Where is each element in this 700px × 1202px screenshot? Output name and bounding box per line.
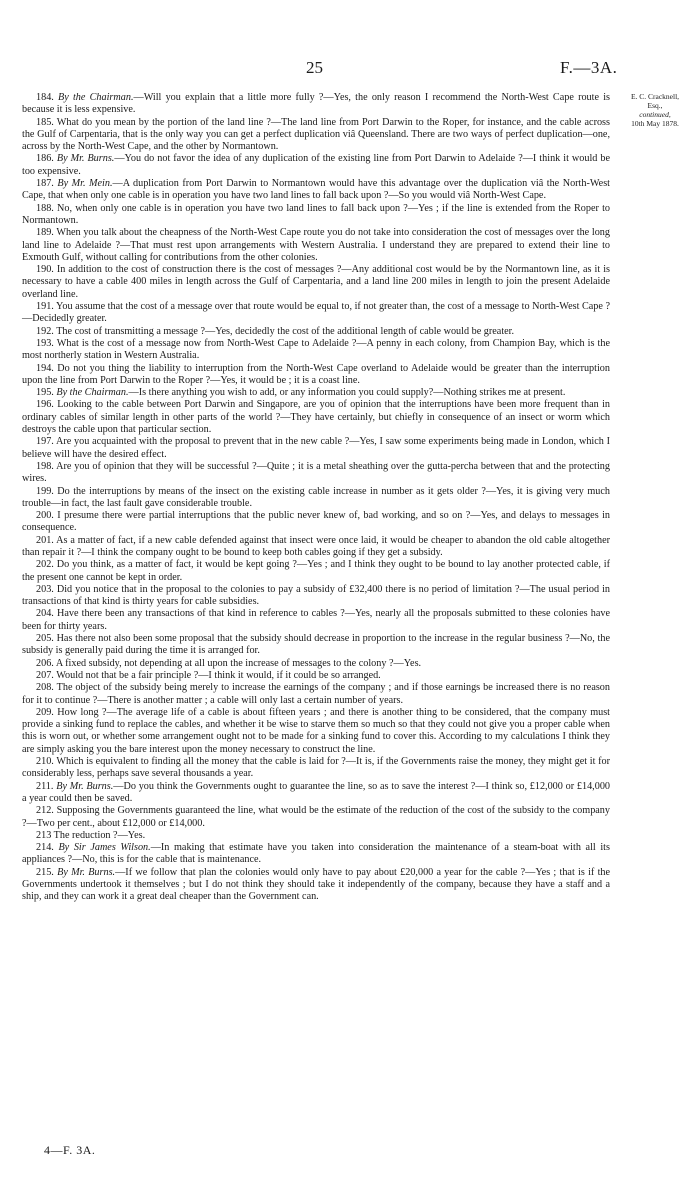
testimony-paragraph [22, 682, 610, 707]
question-number: 186. [36, 153, 54, 165]
question-number: 195. [36, 387, 54, 399]
question-number: 187. [36, 178, 54, 190]
page-number: 25 [306, 58, 323, 77]
question-answer-text: Are you of opinion that they will be successful ?—Quite ; it is a metal sheathing over the gutta-percha between that and the protecting wires. [22, 460, 610, 485]
question-answer-text: Looking to the cable between Port Darwin and Singapore, are you of opinion that the interruptions have been more frequent than in ordinary cables of similar length in other parts of the world ?—They have certainly, but chiefly in consequence of an insect or worm which destroys the cable upon that particular section. [22, 399, 610, 436]
question-number: 211. [36, 780, 54, 792]
testimony-paragraph [22, 830, 610, 842]
question-answer-text: What do you mean by the portion of the land line ?—The land line from Port Darwin to the Roper, for instance, and the cable across the Gulf of Carpentaria, that is the only way you can get a perfect duplication viâ Queensland. There are two ways of perfect duplication—one, across by the North-West Cape, and the other by Normantown. [22, 116, 610, 153]
testimony-paragraph [22, 633, 610, 658]
testimony-paragraph [22, 363, 610, 388]
witness-date: 10th May 1878. [631, 119, 679, 128]
question-number: 196. [36, 399, 54, 411]
question-number: 194. [36, 362, 54, 374]
question-answer-text: Do the interruptions by means of the insect on the existing cable increase in number as it gets older ?—Yes, it is giving very much trouble—in fact, the last fault gave considerable trouble. [22, 485, 610, 509]
question-answer-text: Would not that be a fair principle ?—I think it would, if it could be so arranged. [56, 669, 381, 681]
page-header [0, 58, 700, 80]
sheet-signature: 4—F. 3A. [44, 1143, 96, 1157]
testimony-paragraph [22, 326, 610, 338]
testimony-paragraph [22, 486, 610, 511]
question-number: 190. [36, 264, 54, 276]
question-number: 215. [36, 866, 54, 878]
question-answer-text: How long ?—The average life of a cable is about fifteen years ; and there is another thing to be considered, that the company must provide a sinking fund to replace the cables, and whether it be wise to starve them so much so that they could not give you a proper cable when this is worn out, or whether some arrangement ought not to be made for a sinking fund to cover this. According to my calculations I think they are simply asking you the bare interest upon the money necessary to construct the line. [22, 706, 611, 755]
examiner-name: By Mr. Mein. [57, 178, 113, 190]
question-answer-text: What is the cost of a message now from North-West Cape to Adelaide ?—A penny in each colony, from Champion Bay, which is the most northerly station in Western Australia. [22, 337, 610, 362]
question-answer-text: The object of the subsidy being merely to increase the earnings of the company ; and if those earnings be increased there is no reason for it to continue ?—There is another matter ; a cable will only last a certain number of years. [22, 682, 610, 706]
witness-side-note [612, 92, 698, 128]
question-number: 192. [36, 325, 54, 337]
testimony-paragraph [22, 842, 610, 867]
testimony-paragraph [22, 387, 610, 399]
testimony-paragraph [22, 584, 610, 609]
question-answer-text: You assume that the cost of a message over that route would be equal to, if not greater than, the cost of a message to North-West Cape ?—Decidedly greater. [22, 301, 610, 325]
question-number: 189. [36, 227, 54, 239]
question-number: 203. [36, 583, 54, 595]
testimony-paragraph [22, 301, 610, 326]
testimony-paragraph [22, 338, 610, 363]
testimony-paragraph [22, 535, 610, 560]
testimony-paragraph [22, 867, 610, 904]
testimony-paragraph [22, 436, 610, 461]
question-answer-text: —A duplication from Port Darwin to Normantown would have this advantage over the duplication viâ the North-West Cape, that when only one cable is in operation you have two land lines to fall back upon ?—So you would viâ North-West Cape. [22, 178, 610, 202]
question-answer-text: Did you notice that in the proposal to the colonies to pay a subsidy of £32,400 there is no period of limitation ?—The usual period in transactions of that kind is thirty years for cable subsidies. [22, 583, 610, 608]
examiner-name: By the Chairman. [56, 387, 129, 399]
question-answer-text: —Will you explain that a little more fully ?—Yes, the only reason I recommend the North-West Cape route is because it is less expensive. [22, 92, 610, 116]
question-number: 213 [36, 829, 52, 841]
question-answer-text: —Do you think the Governments ought to guarantee the line, so as to save the interest ?—I think so, £12,000 or £14,000 a year could then be saved. [22, 780, 611, 804]
question-answer-text: —In making that estimate have you taken into consideration the maintenance of a steam-boat with all its appliances ?—No, this is for the cable that is maintenance. [22, 842, 610, 866]
testimony-body [22, 92, 610, 904]
testimony-paragraph [22, 461, 610, 486]
question-answer-text: —Is there anything you wish to add, or any information you could supply?—Nothing strikes me at present. [128, 387, 566, 399]
question-number: 214. [36, 842, 54, 854]
question-answer-text: The reduction ?—Yes. [53, 829, 146, 841]
witness-name: E. C. Cracknell, [630, 92, 680, 101]
question-number: 191. [36, 301, 54, 313]
question-number: 205. [36, 633, 54, 645]
examiner-name: By Sir James Wilson. [58, 842, 151, 854]
question-answer-text: A fixed subsidy, not depending at all upon the increase of messages to the colony ?—Yes. [55, 657, 422, 669]
question-answer-text: The cost of transmitting a message ?—Yes, decidedly the cost of the additional length of cable would be greater. [56, 325, 515, 337]
testimony-paragraph [22, 707, 610, 756]
question-number: 210. [36, 756, 54, 768]
question-number: 188. [36, 202, 54, 214]
question-number: 209. [36, 706, 54, 718]
testimony-paragraph [22, 658, 610, 670]
testimony-paragraph [22, 178, 610, 203]
question-answer-text: Which is equivalent to finding all the money that the cable is laid for ?—It is, if the Governments raise the money, they might get it for considerably less, perhaps save several thousands a year. [22, 756, 610, 780]
question-answer-text: In addition to the cost of construction there is the cost of messages ?—Any additional cost would be by the Normantown line, as it is necessary to have a cable 400 miles in length across the Gulf of Carpentaria, and a land line 200 miles in length to join the present Adelaide overland line. [22, 264, 611, 300]
question-answer-text: Do not you thing the liability to interruption from the North-West Cape overland to Adelaide would be greater than the interruption upon the line from Port Darwin to the Roper ?—Yes, it would be ; it is a coast line. [22, 362, 610, 386]
testimony-paragraph [22, 203, 610, 228]
testimony-paragraph [22, 264, 610, 301]
question-answer-text: Are you acquainted with the proposal to prevent that in the new cable ?—Yes, I saw some experiments being made in London, which I believe will have the desired effect. [22, 436, 611, 460]
testimony-paragraph [22, 510, 610, 535]
question-number: 198. [36, 460, 54, 472]
question-answer-text: Supposing the Governments guaranteed the line, what would be the estimate of the reduction of the cost of the subsidy to the company ?—Two per cent., about £12,000 or £14,000. [22, 805, 610, 829]
testimony-paragraph [22, 227, 610, 264]
examiner-name: By Mr. Burns. [56, 153, 115, 165]
examiner-name: By Mr. Burns. [57, 866, 116, 878]
question-number: 197. [36, 436, 54, 448]
question-number: 208. [36, 682, 54, 694]
testimony-paragraph [22, 608, 610, 633]
question-number: 193. [36, 337, 54, 349]
question-number: 206. [36, 657, 54, 669]
testimony-paragraph [22, 756, 610, 781]
question-number: 202. [36, 559, 54, 571]
question-number: 207. [36, 669, 54, 681]
testimony-paragraph [22, 117, 610, 154]
testimony-paragraph [22, 670, 610, 682]
question-answer-text: Have there been any transactions of that kind in reference to cables ?—Yes, nearly all the proposals submitted to these colonies have been for thirty years. [22, 608, 610, 632]
continued-note: continued, [639, 110, 671, 119]
question-number: 199. [36, 485, 54, 497]
testimony-paragraph [22, 559, 610, 584]
question-number: 185. [36, 116, 54, 128]
question-answer-text: When you talk about the cheapness of the North-West Cape route you do not take into consideration the cost of messages over the long land line to Adelaide ?—That must rest upon arrangements with Western Australia. I understand they are prepared to extend their line to Exmouth Gulf, without calling for contributions from the other colonies. [22, 227, 610, 263]
question-number: 212. [36, 805, 54, 817]
testimony-paragraph [22, 399, 610, 436]
question-number: 204. [36, 608, 54, 620]
testimony-paragraph [22, 153, 610, 178]
testimony-paragraph [22, 92, 610, 117]
examiner-name: By Mr. Burns. [56, 780, 114, 792]
testimony-paragraph [22, 781, 610, 806]
document-reference: F.—3A. [560, 58, 618, 77]
question-number: 200. [36, 510, 54, 522]
question-answer-text: No, when only one cable is in operation you have two land lines to fall back upon ?—Yes ; if the line is extended from the Roper to Normantown. [22, 202, 611, 226]
question-number: 201. [36, 534, 54, 546]
question-answer-text: —If we follow that plan the colonies would only have to pay about £20,000 a year for the cable ?—Yes ; that is if the Governments undertook it themselves ; but I do not think they should take it independently of the company, because they have a staff and a ship, and they can work it a great deal cheaper than the Government can. [22, 866, 611, 903]
question-answer-text: As a matter of fact, if a new cable defended against that insect were once laid, it would be cheaper to abandon the old cable altogether than repair it ?—I think the company ought to be bound to keep both cables going if they get a subsidy. [22, 534, 610, 558]
question-answer-text: Has there not also been some proposal that the subsidy should decrease in proportion to the increase in the regular business ?—No, the subsidy is generally paid during the time it is arranged for. [22, 633, 611, 657]
question-answer-text: —You do not favor the idea of any duplication of the existing line from Port Darwin to Adelaide ?—I think it would be too expensive. [22, 153, 611, 177]
examiner-name: By the Chairman. [58, 92, 134, 103]
question-answer-text: Do you think, as a matter of fact, it would be kept going ?—Yes ; and I think they ought to be bound to lay another protected cable, if the present one cannot be kept in order. [22, 559, 611, 583]
question-answer-text: I presume there were partial interruptions that the public never knew of, bad working, and so on ?—Yes, and delays to messages in consequence. [22, 510, 611, 534]
testimony-paragraph [22, 805, 610, 830]
witness-title: Esq., [647, 101, 663, 110]
question-number: 184. [36, 92, 54, 103]
